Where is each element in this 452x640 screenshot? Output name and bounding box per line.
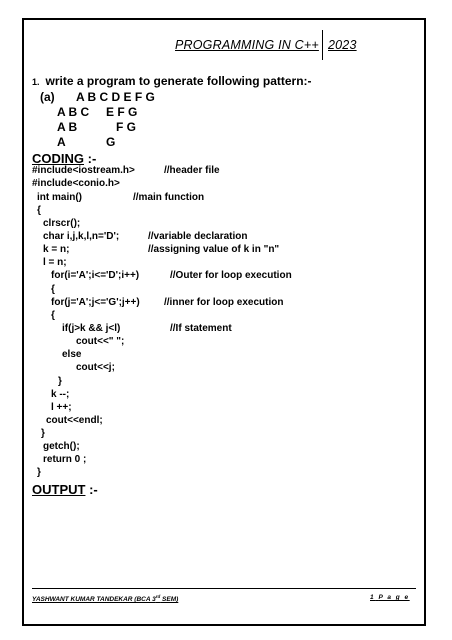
code-line: cout<<endl; bbox=[46, 415, 103, 426]
code-line: getch(); bbox=[43, 441, 80, 452]
pattern-row-3-left: A B bbox=[57, 120, 78, 134]
footer-author-prefix: YASHWANT KUMAR TANDEKAR (BCA 3 bbox=[32, 596, 156, 604]
pattern-row-2-right: E F G bbox=[106, 105, 138, 119]
pattern-label: (a) bbox=[40, 90, 55, 104]
code-line: #include<iostream.h> bbox=[32, 165, 135, 176]
pattern-row-1: A B C D E F G bbox=[76, 90, 155, 104]
coding-label: CODING bbox=[32, 151, 84, 166]
page-number: 1 bbox=[370, 594, 376, 601]
code-line: l ++; bbox=[51, 402, 72, 413]
footer-author-sup: rd bbox=[155, 594, 161, 599]
code-comment: //variable declaration bbox=[148, 231, 248, 242]
output-label: OUTPUT bbox=[32, 482, 86, 497]
code-line: clrscr(); bbox=[43, 218, 81, 229]
code-line: else bbox=[62, 349, 82, 360]
footer-author bbox=[32, 594, 178, 603]
code-line: { bbox=[37, 205, 41, 216]
code-line: k = n; bbox=[43, 244, 70, 255]
code-line: l = n; bbox=[43, 257, 67, 268]
output-heading bbox=[32, 482, 98, 497]
code-comment: //assigning value of k in "n" bbox=[148, 244, 280, 255]
header-title: PROGRAMMING IN C++ bbox=[175, 38, 319, 52]
pattern-row-3-right: F G bbox=[116, 120, 136, 134]
header-divider bbox=[322, 30, 323, 60]
coding-suffix: :- bbox=[84, 151, 97, 166]
pattern-row-4-left: A bbox=[57, 135, 66, 149]
code-line: cout<<" "; bbox=[76, 336, 125, 347]
code-line: return 0 ; bbox=[43, 454, 87, 465]
code-line: } bbox=[37, 467, 41, 478]
code-comment: //main function bbox=[133, 192, 205, 203]
coding-heading bbox=[32, 151, 96, 166]
code-line: for(j='A';j<='G';j++) bbox=[51, 297, 140, 308]
page-word: P a g e bbox=[378, 594, 410, 601]
code-line: } bbox=[58, 376, 62, 387]
question-1 bbox=[32, 74, 312, 88]
code-line: #include<conio.h> bbox=[32, 178, 120, 189]
code-line: for(i='A';i<='D';i++) bbox=[51, 270, 140, 281]
pattern-row-2-left: A B C bbox=[57, 105, 90, 119]
footer-page bbox=[370, 594, 410, 601]
code-line: } bbox=[41, 428, 45, 439]
footer-author-suffix: SEM) bbox=[160, 596, 179, 604]
code-line: cout<<j; bbox=[76, 362, 115, 373]
header-year: 2023 bbox=[328, 38, 357, 52]
code-comment: //header file bbox=[164, 165, 220, 176]
code-comment: //If statement bbox=[170, 323, 232, 334]
footer-rule bbox=[32, 588, 416, 589]
code-line: { bbox=[51, 284, 55, 295]
code-line: int main() bbox=[37, 192, 82, 203]
pattern-row-4-right: G bbox=[106, 135, 116, 149]
code-comment: //inner for loop execution bbox=[164, 297, 284, 308]
code-line: char i,j,k,l,n='D'; bbox=[43, 231, 120, 242]
code-line: if(j>k && j<l) bbox=[62, 323, 121, 334]
code-line: k --; bbox=[51, 389, 70, 400]
output-suffix: :- bbox=[85, 482, 98, 497]
question-text: write a program to generate following pattern:- bbox=[45, 74, 312, 88]
code-line: { bbox=[51, 310, 55, 321]
question-number: 1. bbox=[32, 77, 40, 87]
code-comment: //Outer for loop execution bbox=[170, 270, 292, 281]
